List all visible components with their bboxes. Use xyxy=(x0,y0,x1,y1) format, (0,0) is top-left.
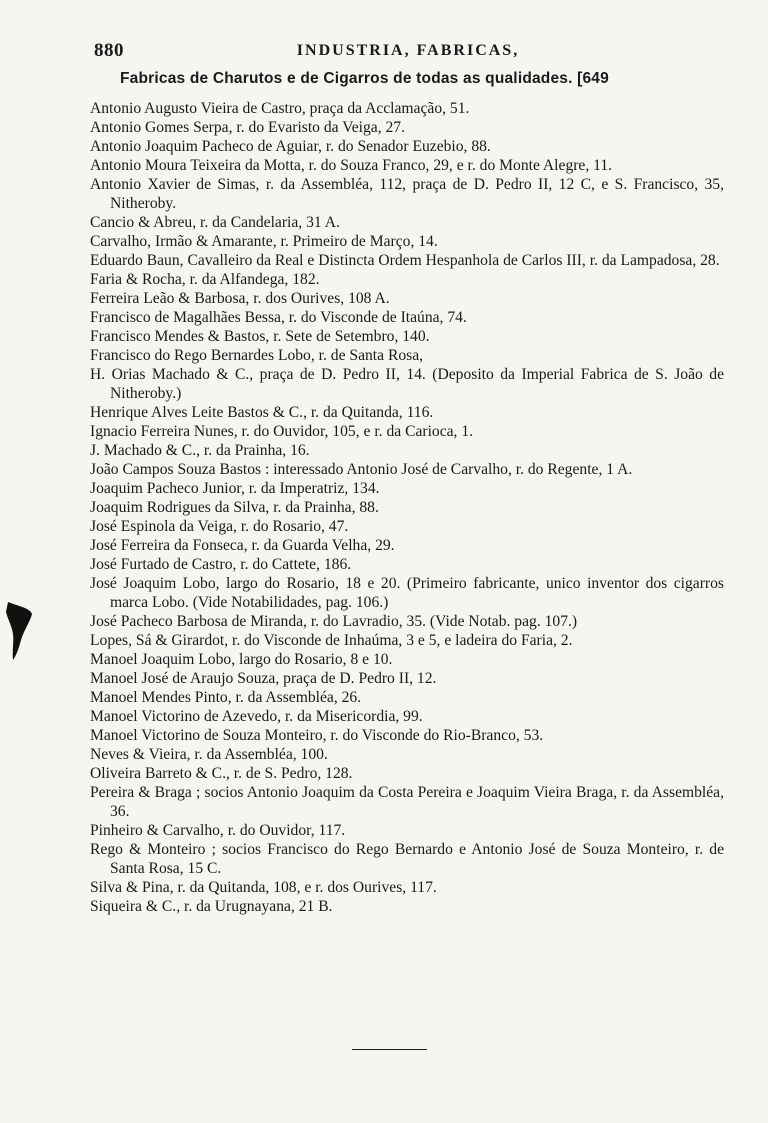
list-item: J. Machado & C., r. da Prainha, 16. xyxy=(90,442,310,459)
running-head: INDUSTRIA, FABRICAS, xyxy=(296,42,520,59)
list-item: Francisco Mendes & Bastos, r. Sete de Setembro, 140. xyxy=(90,328,430,345)
list-item: Oliveira Barreto & C., r. de S. Pedro, 128. xyxy=(90,765,353,782)
list-item: Cancio & Abreu, r. da Candelaria, 31 A. xyxy=(90,214,340,231)
list-item: Manoel Victorino de Azevedo, r. da Misericordia, 99. xyxy=(90,708,423,725)
list-item: Lopes, Sá & Girardot, r. do Visconde de Inhaúma, 3 e 5, e ladeira do Faria, 2. xyxy=(90,632,573,649)
list-item: Antonio Augusto Vieira de Castro, praça da Acclamação, 51. xyxy=(90,100,470,117)
list-item: Faria & Rocha, r. da Alfandega, 182. xyxy=(90,271,320,288)
page-number: 880 xyxy=(94,40,124,61)
list-item: Henrique Alves Leite Bastos & C., r. da Quitanda, 116. xyxy=(90,404,434,421)
list-item: José Espinola da Veiga, r. do Rosario, 47. xyxy=(90,518,349,535)
list-item: Silva & Pina, r. da Quitanda, 108, e r. dos Ourives, 117. xyxy=(90,879,437,896)
ink-blot-icon xyxy=(4,600,34,662)
list-item: H. Orias Machado & C., praça de D. Pedro II, 14. (Deposito da Imperial Fabrica de S. João de Nitheroby.) xyxy=(90,366,724,402)
list-item: João Campos Souza Bastos : interessado Antonio José de Carvalho, r. do Regente, 1 A. xyxy=(90,461,633,478)
list-item: José Furtado de Castro, r. do Cattete, 186. xyxy=(90,556,352,573)
list-item: Siqueira & C., r. da Urugnayana, 21 B. xyxy=(90,898,333,915)
list-item: Manoel Victorino de Souza Monteiro, r. do Visconde do Rio-Branco, 53. xyxy=(90,727,544,744)
list-item: Carvalho, Irmão & Amarante, r. Primeiro de Março, 14. xyxy=(90,233,438,250)
list-item: José Pacheco Barbosa de Miranda, r. do Lavradio, 35. (Vide Notab. pag. 107.) xyxy=(90,613,578,630)
list-item: Francisco de Magalhães Bessa, r. do Visconde de Itaúna, 74. xyxy=(90,309,467,326)
closing-rule xyxy=(352,1049,427,1050)
list-item: Manoel José de Araujo Souza, praça de D. Pedro II, 12. xyxy=(90,670,437,687)
list-item: Antonio Moura Teixeira da Motta, r. do Souza Franco, 29, e r. do Monte Alegre, 11. xyxy=(90,157,613,174)
list-item: Eduardo Baun, Cavalleiro da Real e Distincta Ordem Hespanhola de Carlos III, r. da Lampadosa, 28. xyxy=(90,252,720,269)
list-item: Rego & Monteiro ; socios Francisco do Rego Bernardo e Antonio José de Souza Monteiro, r. de Santa Rosa, 15 C. xyxy=(90,841,724,877)
directory-list xyxy=(90,99,724,916)
list-item: José Joaquim Lobo, largo do Rosario, 18 e 20. (Primeiro fabricante, unico inventor dos cigarros marca Lobo. (Vide Notabilidades, pag. 106.) xyxy=(90,575,724,611)
list-item: Ferreira Leão & Barbosa, r. dos Ourives, 108 A. xyxy=(90,290,390,307)
list-item: Francisco do Rego Bernardes Lobo, r. de Santa Rosa, xyxy=(90,347,424,364)
list-item: Ignacio Ferreira Nunes, r. do Ouvidor, 105, e r. da Carioca, 1. xyxy=(90,423,474,440)
list-item: Pinheiro & Carvalho, r. do Ouvidor, 117. xyxy=(90,822,346,839)
list-item: Manoel Joaquim Lobo, largo do Rosario, 8 e 10. xyxy=(90,651,393,668)
list-item: Antonio Xavier de Simas, r. da Assembléa, 112, praça de D. Pedro II, 12 C, e S. Francisco, 35, Nitheroby. xyxy=(90,176,724,212)
list-item: Antonio Gomes Serpa, r. do Evaristo da Veiga, 27. xyxy=(90,119,406,136)
list-item: José Ferreira da Fonseca, r. da Guarda Velha, 29. xyxy=(90,537,395,554)
list-item: Antonio Joaquim Pacheco de Aguiar, r. do Senador Euzebio, 88. xyxy=(90,138,491,155)
list-item: Pereira & Braga ; socios Antonio Joaquim da Costa Pereira e Joaquim Vieira Braga, r. da Assembléa, 36. xyxy=(90,784,724,820)
section-title: Fabricas de Charutos e de Cigarros de todas as qualidades. [649 xyxy=(120,70,609,87)
list-item: Joaquim Pacheco Junior, r. da Imperatriz, 134. xyxy=(90,480,380,497)
list-item: Joaquim Rodrigues da Silva, r. da Prainha, 88. xyxy=(90,499,379,516)
list-item: Neves & Vieira, r. da Assembléa, 100. xyxy=(90,746,328,763)
list-item: Manoel Mendes Pinto, r. da Assembléa, 26. xyxy=(90,689,362,706)
